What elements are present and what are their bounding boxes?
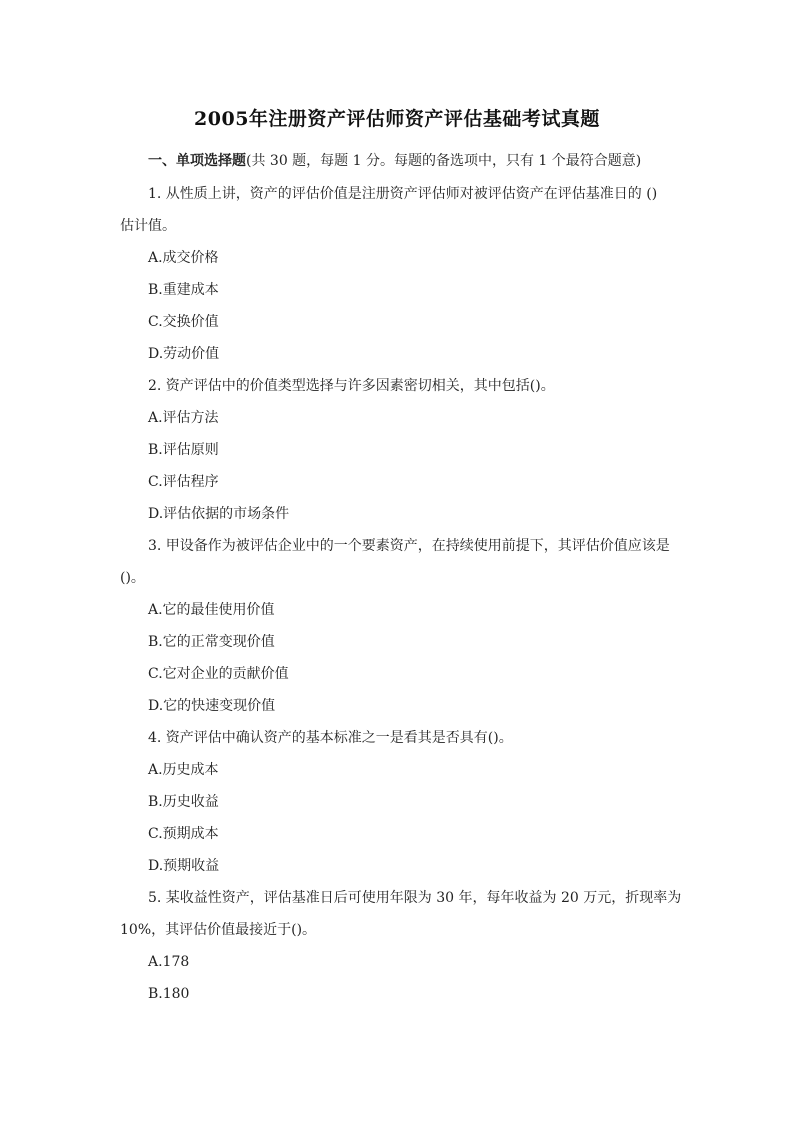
section-heading-note: (共 30 题，每题 1 分。每题的备选项中，只有 1 个最符合题意)	[246, 153, 642, 169]
section-heading	[148, 151, 641, 171]
question-3-text: 3. 甲设备作为被评估企业中的一个要素资产，在持续使用前提下，其评估价值应该是	[148, 538, 670, 554]
question-2-option-b: B.评估原则	[148, 442, 219, 458]
question-3-option-a: A.它的最佳使用价值	[148, 602, 275, 618]
question-1-option-d: D.劳动价值	[148, 346, 220, 362]
document-title: 2005年注册资产评估师资产评估基础考试真题	[194, 108, 600, 130]
question-1-option-b: B.重建成本	[148, 282, 219, 298]
question-4-text: 4. 资产评估中确认资产的基本标准之一是看其是否具有()。	[148, 730, 513, 746]
question-4-option-d: D.预期收益	[148, 858, 220, 874]
question-2-option-c: C.评估程序	[148, 474, 219, 490]
question-3-option-d: D.它的快速变现价值	[148, 698, 276, 714]
section-heading-label: 一、单项选择题	[148, 153, 246, 169]
question-5-text: 5. 某收益性资产，评估基准日后可使用年限为 30 年，每年收益为 20 万元，折现率为	[148, 890, 682, 906]
question-2-option-a: A.评估方法	[148, 410, 219, 426]
question-1-text: 1. 从性质上讲，资产的评估价值是注册资产评估师对被评估资产在评估基准日的 ()	[148, 186, 658, 202]
question-2-option-d: D.评估依据的市场条件	[148, 506, 290, 522]
question-1-text-cont: 估计值。	[120, 218, 176, 234]
question-1-option-a: A.成交价格	[148, 250, 219, 266]
question-5-option-a: A.178	[148, 954, 190, 970]
question-3-option-c: C.它对企业的贡献价值	[148, 666, 289, 682]
question-3-option-b: B.它的正常变现价值	[148, 634, 275, 650]
question-4-option-c: C.预期成本	[148, 826, 219, 842]
question-4-option-a: A.历史成本	[148, 762, 219, 778]
question-4-option-b: B.历史收益	[148, 794, 219, 810]
question-5-text-cont: 10%，其评估价值最接近于()。	[120, 922, 317, 938]
question-3-text-cont: ()。	[120, 570, 145, 586]
question-5-option-b: B.180	[148, 986, 190, 1002]
question-2-text: 2. 资产评估中的价值类型选择与许多因素密切相关，其中包括()。	[148, 378, 555, 394]
question-1-option-c: C.交换价值	[148, 314, 219, 330]
